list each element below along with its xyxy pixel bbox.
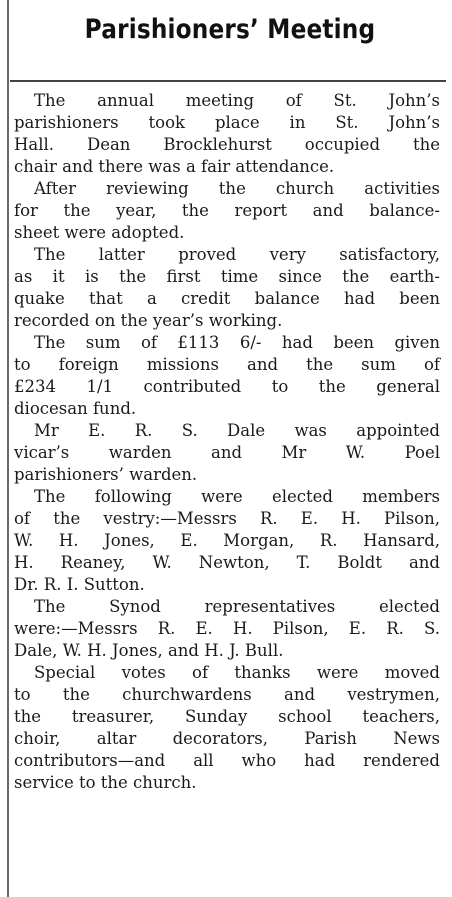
article-line: to the churchwardens and vestrymen, [14,685,440,704]
article-line: sheet were adopted. [14,223,185,242]
article-line: The following were elected members [34,487,440,506]
article-line: for the year, the report and balance- [14,201,440,220]
article-line: W. H. Jones, E. Morgan, R. Hansard, [14,531,440,550]
clipped-header-fragment [0,0,452,4]
article-line: The latter proved very satisfactory, [34,245,440,264]
article-headline: Parishioners’ Meeting [84,14,376,45]
article-line: Special votes of thanks were moved [34,663,440,682]
article-line: choir, altar decorators, Parish News [14,729,440,748]
article-line: Dale, W. H. Jones, and H. J. Bull. [14,641,284,660]
article-line: as it is the first time since the earth- [14,267,440,286]
article-line: The annual meeting of St. John’s [34,91,440,110]
article-line: the treasurer, Sunday school teachers, [14,707,440,726]
article-line: parishioners’ warden. [14,465,198,484]
article-line: contributors—and all who had rendered [14,751,440,770]
article-line: were:—Messrs R. E. H. Pilson, E. R. S. [14,619,440,638]
article-line: vicar’s warden and Mr W. Poel [14,443,440,462]
article-line: to foreign missions and the sum of [14,355,440,374]
article-line: £234 1/1 contributed to the general [14,377,440,396]
article-line: H. Reaney, W. Newton, T. Boldt and [14,553,440,572]
article-line: quake that a credit balance had been [14,289,440,308]
article-line: recorded on the year’s working. [14,311,283,330]
article-line: parishioners took place in St. John’s [14,113,440,132]
article-line: The sum of £113 6/- had been given [34,333,440,352]
article-body [14,90,440,794]
article-line: of the vestry:—Messrs R. E. H. Pilson, [14,509,440,528]
article-line: After reviewing the church activities [34,179,440,198]
article-line: Hall. Dean Brocklehurst occupied the [14,135,440,154]
article-line: The Synod representatives elected [34,597,440,616]
article-line: diocesan fund. [14,399,137,418]
article-line: service to the church. [14,773,197,792]
headline-rule [10,80,446,82]
article-line: chair and there was a fair attendance. [14,157,335,176]
article-line: Mr E. R. S. Dale was appointed [34,421,440,440]
column-rule [7,0,9,897]
article-line: Dr. R. I. Sutton. [14,575,145,594]
